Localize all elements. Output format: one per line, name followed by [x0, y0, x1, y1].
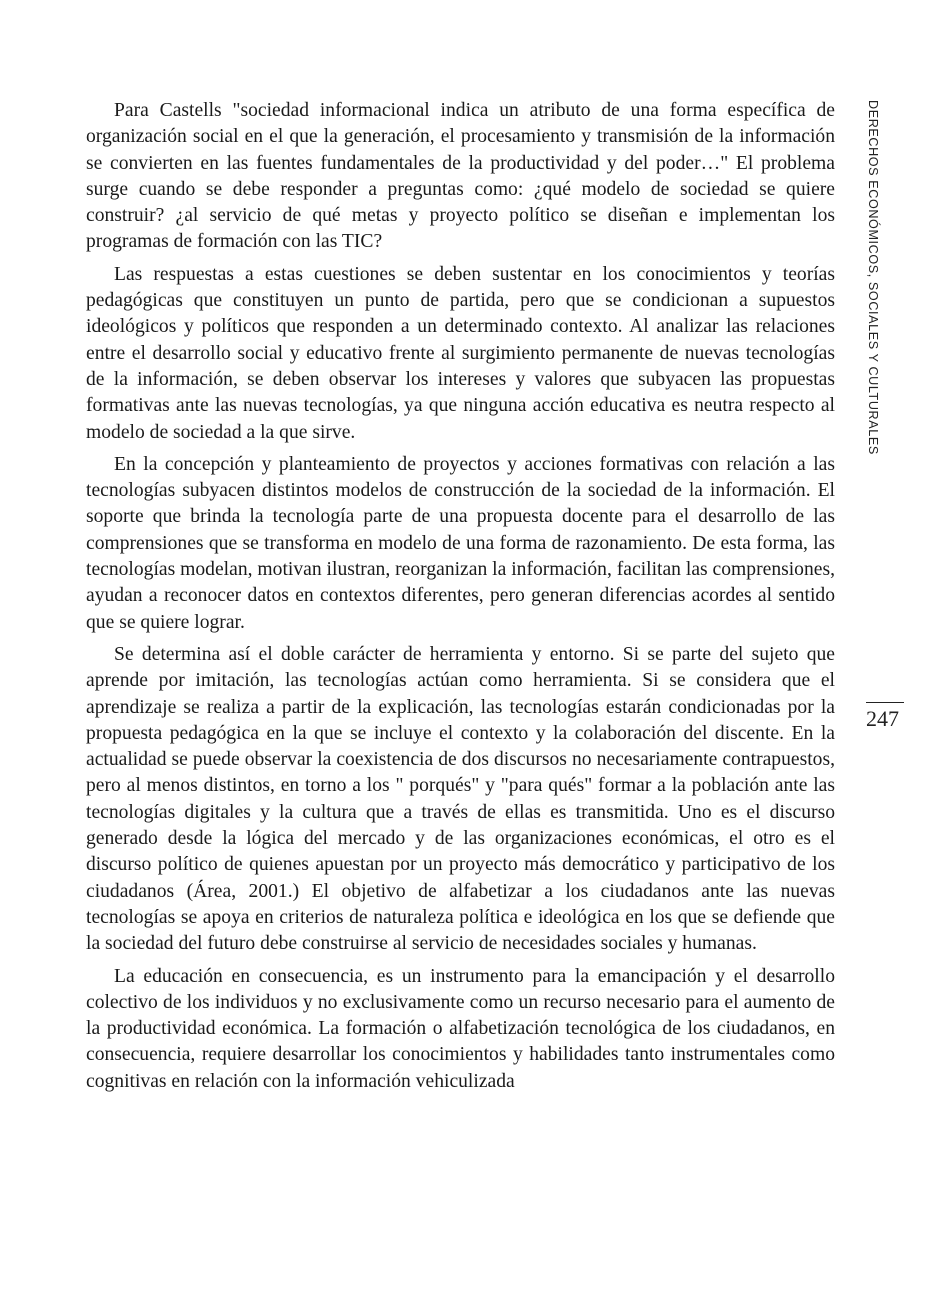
body-text — [86, 98, 835, 1101]
paragraph: La educación en consecuencia, es un instrumento para la emancipación y el desarrollo colectivo de los individuos y no exclusivamente como un recurso necesario para el aumento de la productividad económica. La formación o alfabetización tecnológica de los ciudadanos, en consecuencia, requiere desarrollar los conocimientos y habilidades tanto instrumentales como cognitivas en relación con la información vehiculizada — [86, 965, 835, 1092]
page-number-rule — [866, 702, 904, 703]
running-head: DERECHOS ECONÓMICOS, SOCIALES Y CULTURALES — [866, 100, 880, 455]
paragraph: En la concepción y planteamiento de proyectos y acciones formativas con relación a las tecnologías subyacen distintos modelos de construcción de la sociedad de la información. El soporte que brinda la tecnología parte de una propuesta docente para el desarrollo de las comprensiones que se transforma en modelo de una forma de razonamiento. De esta forma, las tecnologías modelan, motivan ilustran, reorganizan la información, facilitan las comprensiones, ayudan a reconocer datos en contextos diferentes, pero generan diferencias acordes al sentido que se quiere lograr. — [86, 453, 835, 633]
paragraph: Para Castells "sociedad informacional indica un atributo de una forma específica de organización social en el que la generación, el procesamiento y transmisión de la información se convierten en las fuentes fundamentales de la productividad y del poder…" El problema surge cuando se debe responder a preguntas como: ¿qué modelo de sociedad se quiere construir? ¿al servicio de qué metas y proyecto político se diseñan e implementan los programas de formación con las TIC? — [86, 100, 835, 253]
page-number: 247 — [866, 706, 899, 731]
paragraph: Las respuestas a estas cuestiones se deben sustentar en los conocimientos y teorías pedagógicas que constituyen un punto de partida, pero que se condicionan a supuestos ideológicos y políticos que responden a un determinado contexto. Al analizar las relaciones entre el desarrollo social y educativo frente al surgimiento permanente de nuevas tecnologías de la información, se deben observar los intereses y valores que subyacen las propuestas formativas ante las nuevas tecnologías, ya que ninguna acción educativa es neutra respecto al modelo de sociedad a la que sirve. — [86, 263, 835, 443]
paragraph: Se determina así el doble carácter de herramienta y entorno. Si se parte del sujeto que aprende por imitación, las tecnologías actúan como herramienta. Si se considera que el aprendizaje se realiza a partir de la explicación, las tecnologías estarán condicionadas por la propuesta pedagógica en la que se incluye el contexto y la colaboración del discente. En la actualidad se puede observar la coexistencia de dos discursos no necesariamente contrapuestos, pero al menos distintos, en torno a los " porqués" y "para qués" formar a la población ante las tecnologías digitales y la cultura que a través de ellas es transmitida. Uno es el discurso generado desde la lógica del mercado y de las organizaciones económicas, el otro es el discurso político de quienes apuestan por un proyecto más democrático y participativo de los ciudadanos (Área, 2001.) El objetivo de alfabetizar a los ciudadanos ante las nuevas tecnologías se apoya en criterios de naturaleza política e ideológica en los que se defiende que la sociedad del futuro debe construirse al servicio de necesidades sociales y humanas. — [86, 643, 835, 955]
